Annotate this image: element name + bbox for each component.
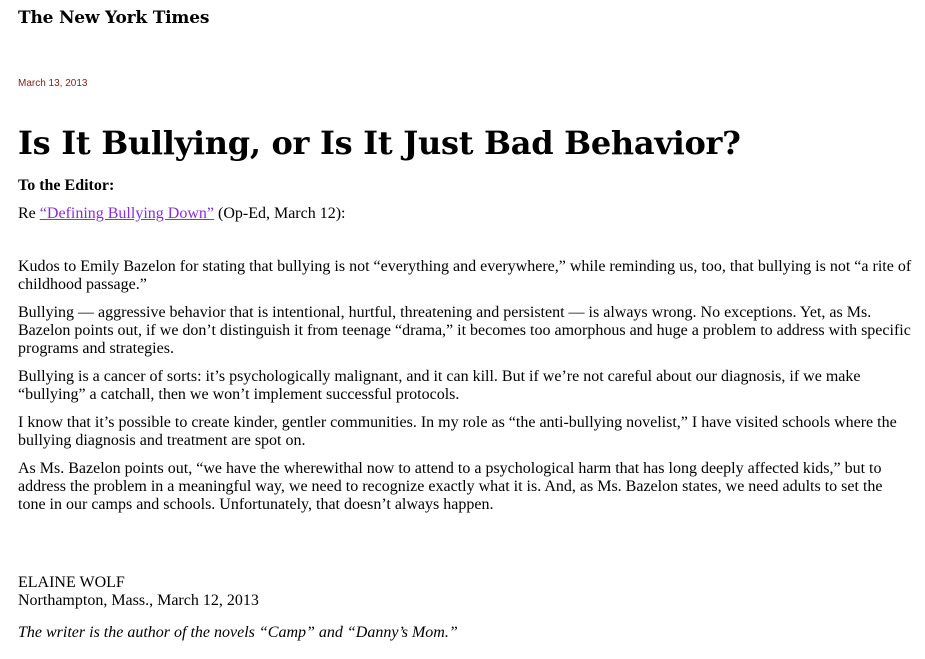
letter-body [18, 258, 913, 524]
reference-line [18, 205, 346, 223]
masthead-logo[interactable]: The New York Times [18, 8, 210, 28]
reference-suffix: (Op-Ed, March 12): [213, 205, 346, 222]
letter-salutation: To the Editor: [18, 177, 115, 194]
body-paragraph: I know that it’s possible to create kinder, gentler communities. In my role as “the anti-bullying novelist,” I have visited schools where the bullying diagnosis and treatment are spot on. [18, 414, 897, 449]
author-location-date: Northampton, Mass., March 12, 2013 [18, 592, 259, 609]
article-headline: Is It Bullying, or Is It Just Bad Behavior? [18, 124, 741, 162]
author-name: ELAINE WOLF [18, 574, 125, 591]
signature-block [18, 574, 259, 610]
reference-prefix: Re [18, 205, 40, 222]
body-paragraph: Bullying — aggressive behavior that is intentional, hurtful, threatening and persistent — is always wrong. No exceptions. Yet, as Ms. Bazelon points out, if we don’t distinguish it from teenage “drama,” it becomes too amorphous and huge a problem to address with specific programs and strategies. [18, 304, 911, 357]
body-paragraph: As Ms. Bazelon points out, “we have the wherewithal now to attend to a psychological harm that has long deeply affected kids,” but to address the problem in a meaningful way, we need to recognize exactly what it is. And, as Ms. Bazelon states, we need adults to set the tone in our camps and schools. Unfortunately, that doesn’t always happen. [18, 460, 883, 513]
article-date: March 13, 2013 [18, 78, 88, 89]
op-ed-link[interactable]: “Defining Bullying Down” [39, 205, 214, 222]
author-note: The writer is the author of the novels “Camp” and “Danny’s Mom.” [18, 624, 458, 641]
body-paragraph: Bullying is a cancer of sorts: it’s psychologically malignant, and it can kill. But if we’re not careful about our diagnosis, if we make “bullying” a catchall, then we won’t implement successful protocols. [18, 368, 861, 403]
body-paragraph: Kudos to Emily Bazelon for stating that bullying is not “everything and everywhere,” while reminding us, too, that bullying is not “a rite of childhood passage.” [18, 258, 912, 293]
